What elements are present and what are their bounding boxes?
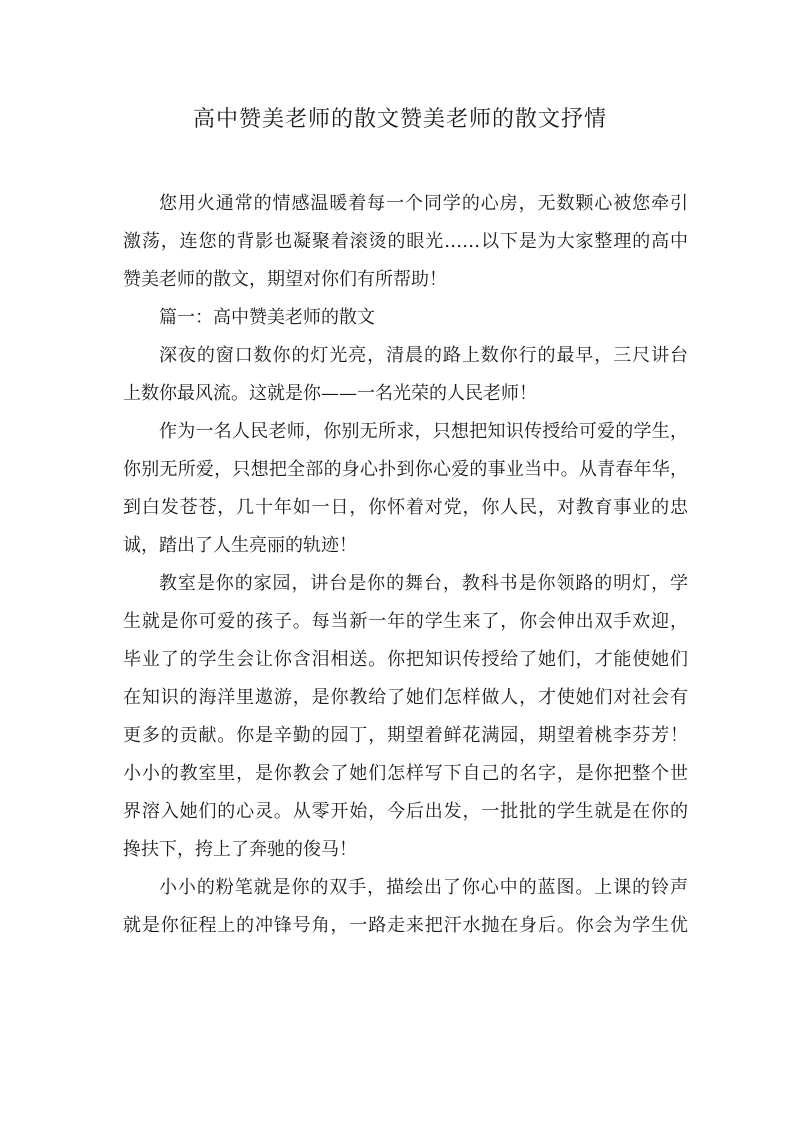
- text-line: 小小的粉笔就是你的双手，描绘出了你心中的蓝图。上课的铃声: [159, 877, 688, 898]
- text-line: 篇一：高中赞美老师的散文: [159, 307, 375, 328]
- text-line: 在知识的海洋里遨游，是你教给了她们怎样做人，才使她们对社会有: [123, 687, 688, 708]
- section-heading: [123, 299, 688, 337]
- text-line: 教室是你的家园，讲台是你的舞台，教科书是你领路的明灯，学: [159, 573, 688, 594]
- text-line: 深夜的窗口数你的灯光亮，清晨的路上数你行的最早，三尺讲台: [159, 345, 688, 366]
- paragraph: [123, 413, 688, 565]
- text-line: 毕业了的学生会让你含泪相送。你把知识传授给了她们，才能使她们: [123, 649, 688, 670]
- text-line: 诚，踏出了人生亮丽的轨迹！: [123, 535, 357, 556]
- text-line: 到白发苍苍，几十年如一日，你怀着对党，你人民，对教育事业的忠: [123, 497, 688, 518]
- text-line: 小小的教室里，是你教会了她们怎样写下自己的名字，是你把整个世: [123, 763, 688, 784]
- document-title: 高中赞美老师的散文赞美老师的散文抒情: [192, 107, 607, 132]
- text-line: 界溶入她们的心灵。从零开始，今后出发，一批批的学生就是在你的: [123, 801, 688, 822]
- paragraph: [123, 565, 688, 869]
- text-line: 生就是你可爱的孩子。每当新一年的学生来了，你会伸出双手欢迎，: [123, 611, 688, 632]
- text-line: 更多的贡献。你是辛勤的园丁，期望着鲜花满园，期望着桃李芬芳！: [123, 725, 688, 746]
- text-line: 激荡，连您的背影也凝聚着滚烫的眼光……以下是为大家整理的高中: [123, 231, 688, 252]
- paragraph: [123, 337, 688, 413]
- text-line: 你别无所爱，只想把全部的身心扑到你心爱的事业当中。从青春年华，: [123, 459, 688, 480]
- text-line: 上数你最风流。这就是你——一名光荣的人民老师！: [123, 383, 537, 404]
- text-line: 您用火通常的情感温暖着每一个同学的心房，无数颗心被您牵引: [159, 193, 688, 214]
- paragraph: [123, 869, 688, 945]
- paragraph-intro: [123, 185, 688, 299]
- text-line: 就是你征程上的冲锋号角，一路走来把汗水抛在身后。你会为学生优: [123, 915, 688, 936]
- text-line: 搀扶下，挎上了奔驰的俊马！: [123, 839, 357, 860]
- document-body: [123, 185, 688, 945]
- text-line: 赞美老师的散文，期望对你们有所帮助！: [123, 269, 447, 290]
- text-line: 作为一名人民老师，你别无所求，只想把知识传授给可爱的学生，: [159, 421, 688, 442]
